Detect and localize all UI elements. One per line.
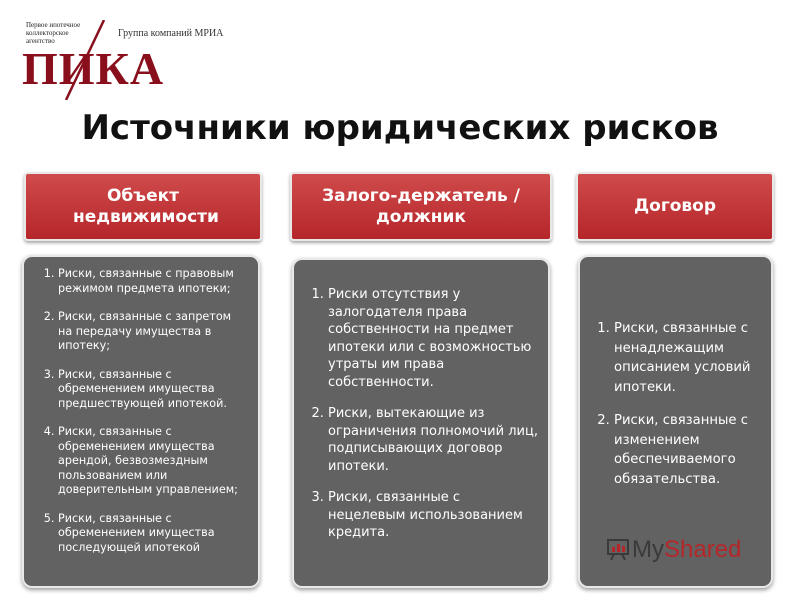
column-header-pledgeholder [290, 172, 552, 241]
logo-subtitle: Первое ипотечное коллекторское агентство [26, 21, 81, 45]
company-logo [22, 18, 242, 98]
column-body-property [22, 255, 260, 588]
list-item: 2. Риски, связанные с запретом на передачу имущества в ипотеку; [58, 310, 248, 354]
list-item: 3. Риски, связанные с нецелевым использованием кредита. [328, 489, 538, 542]
list-item: 1. Риски отсутствия у залогодателя права собственности на предмет ипотеки или с возможностью утраты им права собственности. [328, 286, 538, 391]
list-item: 2. Риски, связанные с изменением обеспечиваемого обязательства. [614, 411, 761, 489]
list-item: 3. Риски, связанные с обременением имущества предшествующей ипотекой. [58, 368, 248, 412]
myshared-watermark [606, 536, 741, 564]
column-header-label: Залого-держатель / должник [322, 185, 520, 227]
watermark-text-my: My [632, 536, 664, 563]
column-body-pledgeholder [292, 258, 550, 588]
column-header-property [24, 172, 262, 241]
column-header-label: Объект недвижимости [73, 185, 219, 227]
column-header-label: Договор [634, 196, 716, 216]
logo-wordmark: ПИКА [22, 43, 165, 94]
list-item: 1. Риски, связанные с ненадлежащим описанием условий ипотеки. [614, 319, 761, 397]
list-item: 4. Риски, связанные с обременением имущества арендой, безвозмездным пользованием или доверительным управлением; [58, 425, 248, 498]
list-item: 2. Риски, вытекающие из ограничения полномочий лиц, подписывающих договор ипотеки. [328, 405, 538, 475]
column-header-contract [576, 172, 774, 241]
logo-group-name: Группа компаний МРИА [118, 28, 224, 39]
list-item: 1. Риски, связанные с правовым режимом предмета ипотеки; [58, 267, 248, 296]
chart-board-icon [606, 537, 630, 561]
watermark-text-shared: Shared [664, 536, 742, 563]
page-title: Источники юридических рисков [81, 108, 719, 148]
list-item: 5. Риски, связанные с обременением имущества последующей ипотекой [58, 512, 248, 556]
logo-slash-icon [60, 20, 110, 100]
